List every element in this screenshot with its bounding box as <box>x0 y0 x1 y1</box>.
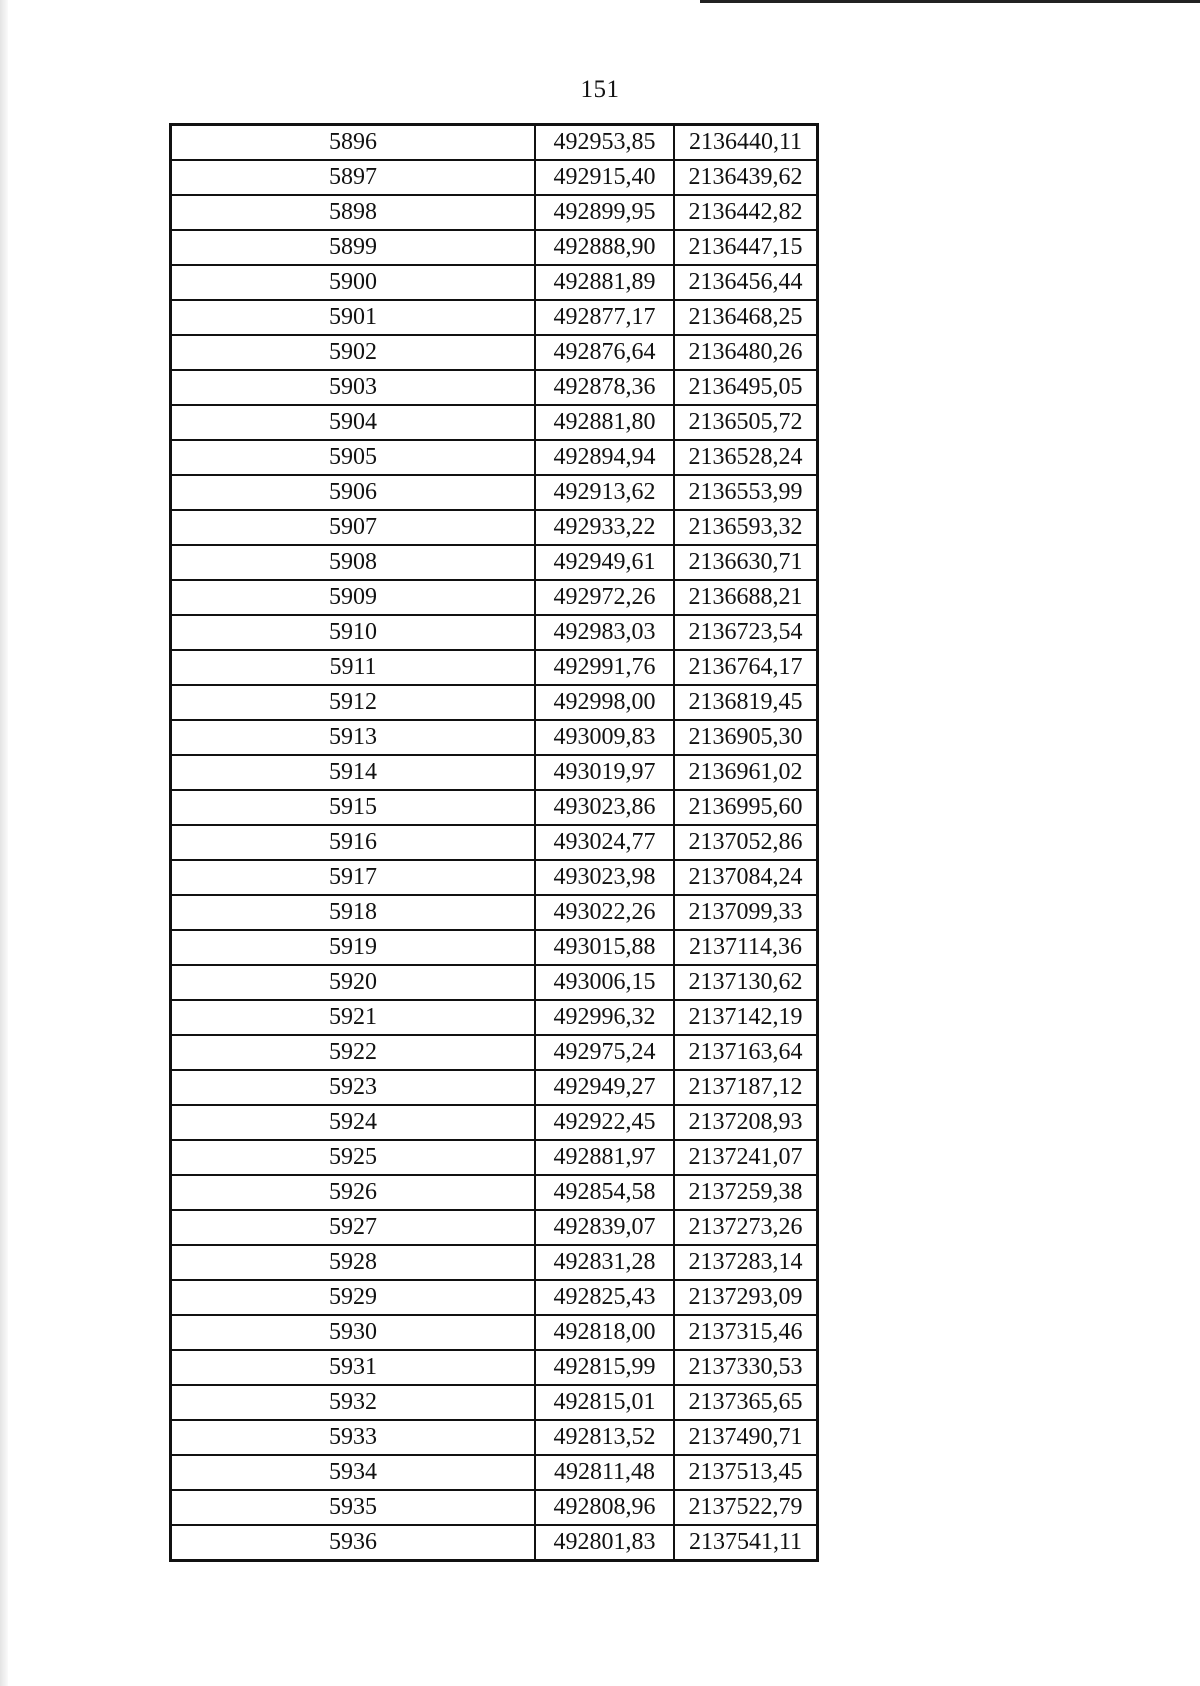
point-number-cell: 5925 <box>171 1140 536 1175</box>
point-number-cell: 5923 <box>171 1070 536 1105</box>
x-coordinate-cell: 492972,26 <box>535 580 674 615</box>
table-row <box>171 1420 818 1455</box>
y-coordinate-cell: 2136764,17 <box>674 650 818 685</box>
table-row <box>171 1525 818 1561</box>
y-coordinate-cell: 2137099,33 <box>674 895 818 930</box>
y-coordinate-cell: 2136553,99 <box>674 475 818 510</box>
point-number-cell: 5921 <box>171 1000 536 1035</box>
x-coordinate-cell: 492808,96 <box>535 1490 674 1525</box>
point-number-cell: 5909 <box>171 580 536 615</box>
point-number-cell: 5916 <box>171 825 536 860</box>
point-number-cell: 5928 <box>171 1245 536 1280</box>
table-row <box>171 1455 818 1490</box>
table-row <box>171 475 818 510</box>
x-coordinate-cell: 492854,58 <box>535 1175 674 1210</box>
x-coordinate-cell: 492877,17 <box>535 300 674 335</box>
coordinates-table <box>169 123 819 1562</box>
table-row <box>171 335 818 370</box>
point-number-cell: 5927 <box>171 1210 536 1245</box>
point-number-cell: 5913 <box>171 720 536 755</box>
point-number-cell: 5920 <box>171 965 536 1000</box>
point-number-cell: 5911 <box>171 650 536 685</box>
y-coordinate-cell: 2137208,93 <box>674 1105 818 1140</box>
x-coordinate-cell: 492813,52 <box>535 1420 674 1455</box>
point-number-cell: 5930 <box>171 1315 536 1350</box>
table-row <box>171 440 818 475</box>
x-coordinate-cell: 492953,85 <box>535 125 674 161</box>
y-coordinate-cell: 2136723,54 <box>674 615 818 650</box>
y-coordinate-cell: 2137273,26 <box>674 1210 818 1245</box>
x-coordinate-cell: 492933,22 <box>535 510 674 545</box>
y-coordinate-cell: 2136593,32 <box>674 510 818 545</box>
y-coordinate-cell: 2136630,71 <box>674 545 818 580</box>
point-number-cell: 5917 <box>171 860 536 895</box>
x-coordinate-cell: 492801,83 <box>535 1525 674 1561</box>
point-number-cell: 5896 <box>171 125 536 161</box>
table-row <box>171 615 818 650</box>
y-coordinate-cell: 2136688,21 <box>674 580 818 615</box>
table-row <box>171 965 818 1000</box>
table-row <box>171 825 818 860</box>
table-row <box>171 370 818 405</box>
table-row <box>171 1210 818 1245</box>
y-coordinate-cell: 2137130,62 <box>674 965 818 1000</box>
x-coordinate-cell: 492881,89 <box>535 265 674 300</box>
x-coordinate-cell: 493006,15 <box>535 965 674 1000</box>
x-coordinate-cell: 492888,90 <box>535 230 674 265</box>
table-row <box>171 790 818 825</box>
x-coordinate-cell: 493024,77 <box>535 825 674 860</box>
y-coordinate-cell: 2136480,26 <box>674 335 818 370</box>
point-number-cell: 5897 <box>171 160 536 195</box>
table-row <box>171 230 818 265</box>
table-row <box>171 1245 818 1280</box>
table-row <box>171 1350 818 1385</box>
y-coordinate-cell: 2137541,11 <box>674 1525 818 1561</box>
y-coordinate-cell: 2137114,36 <box>674 930 818 965</box>
point-number-cell: 5908 <box>171 545 536 580</box>
x-coordinate-cell: 492975,24 <box>535 1035 674 1070</box>
y-coordinate-cell: 2137293,09 <box>674 1280 818 1315</box>
y-coordinate-cell: 2136442,82 <box>674 195 818 230</box>
point-number-cell: 5907 <box>171 510 536 545</box>
y-coordinate-cell: 2137052,86 <box>674 825 818 860</box>
point-number-cell: 5926 <box>171 1175 536 1210</box>
point-number-cell: 5906 <box>171 475 536 510</box>
table-row <box>171 1280 818 1315</box>
table-row <box>171 195 818 230</box>
table-row <box>171 895 818 930</box>
y-coordinate-cell: 2137330,53 <box>674 1350 818 1385</box>
point-number-cell: 5919 <box>171 930 536 965</box>
y-coordinate-cell: 2137259,38 <box>674 1175 818 1210</box>
y-coordinate-cell: 2137490,71 <box>674 1420 818 1455</box>
point-number-cell: 5934 <box>171 1455 536 1490</box>
y-coordinate-cell: 2137365,65 <box>674 1385 818 1420</box>
y-coordinate-cell: 2136819,45 <box>674 685 818 720</box>
x-coordinate-cell: 492881,97 <box>535 1140 674 1175</box>
y-coordinate-cell: 2136440,11 <box>674 125 818 161</box>
table-row <box>171 125 818 161</box>
y-coordinate-cell: 2136961,02 <box>674 755 818 790</box>
coordinates-table-body <box>171 125 818 1561</box>
table-row <box>171 1140 818 1175</box>
page-number: 151 <box>580 76 620 103</box>
table-row <box>171 1385 818 1420</box>
y-coordinate-cell: 2136456,44 <box>674 265 818 300</box>
point-number-cell: 5932 <box>171 1385 536 1420</box>
table-row <box>171 685 818 720</box>
table-row <box>171 860 818 895</box>
table-row <box>171 545 818 580</box>
table-row <box>171 1315 818 1350</box>
y-coordinate-cell: 2136468,25 <box>674 300 818 335</box>
x-coordinate-cell: 492811,48 <box>535 1455 674 1490</box>
table-row <box>171 1035 818 1070</box>
point-number-cell: 5910 <box>171 615 536 650</box>
table-row <box>171 405 818 440</box>
table-row <box>171 755 818 790</box>
point-number-cell: 5899 <box>171 230 536 265</box>
y-coordinate-cell: 2136447,15 <box>674 230 818 265</box>
y-coordinate-cell: 2136995,60 <box>674 790 818 825</box>
x-coordinate-cell: 492894,94 <box>535 440 674 475</box>
x-coordinate-cell: 492949,61 <box>535 545 674 580</box>
y-coordinate-cell: 2136528,24 <box>674 440 818 475</box>
table-row <box>171 720 818 755</box>
y-coordinate-cell: 2137142,19 <box>674 1000 818 1035</box>
y-coordinate-cell: 2137283,14 <box>674 1245 818 1280</box>
x-coordinate-cell: 493015,88 <box>535 930 674 965</box>
y-coordinate-cell: 2137187,12 <box>674 1070 818 1105</box>
y-coordinate-cell: 2137241,07 <box>674 1140 818 1175</box>
x-coordinate-cell: 493022,26 <box>535 895 674 930</box>
table-row <box>171 1070 818 1105</box>
top-rule-line <box>700 0 1200 3</box>
x-coordinate-cell: 492815,01 <box>535 1385 674 1420</box>
x-coordinate-cell: 493009,83 <box>535 720 674 755</box>
point-number-cell: 5915 <box>171 790 536 825</box>
point-number-cell: 5931 <box>171 1350 536 1385</box>
table-row <box>171 930 818 965</box>
x-coordinate-cell: 492831,28 <box>535 1245 674 1280</box>
x-coordinate-cell: 492998,00 <box>535 685 674 720</box>
table-row <box>171 650 818 685</box>
x-coordinate-cell: 492825,43 <box>535 1280 674 1315</box>
table-row <box>171 1000 818 1035</box>
point-number-cell: 5924 <box>171 1105 536 1140</box>
point-number-cell: 5912 <box>171 685 536 720</box>
x-coordinate-cell: 492899,95 <box>535 195 674 230</box>
table-row <box>171 160 818 195</box>
point-number-cell: 5918 <box>171 895 536 930</box>
x-coordinate-cell: 492983,03 <box>535 615 674 650</box>
point-number-cell: 5902 <box>171 335 536 370</box>
y-coordinate-cell: 2136505,72 <box>674 405 818 440</box>
point-number-cell: 5922 <box>171 1035 536 1070</box>
point-number-cell: 5901 <box>171 300 536 335</box>
y-coordinate-cell: 2137315,46 <box>674 1315 818 1350</box>
x-coordinate-cell: 493023,86 <box>535 790 674 825</box>
table-row <box>171 265 818 300</box>
point-number-cell: 5933 <box>171 1420 536 1455</box>
point-number-cell: 5904 <box>171 405 536 440</box>
point-number-cell: 5905 <box>171 440 536 475</box>
x-coordinate-cell: 492876,64 <box>535 335 674 370</box>
table-row <box>171 1490 818 1525</box>
x-coordinate-cell: 492881,80 <box>535 405 674 440</box>
x-coordinate-cell: 493023,98 <box>535 860 674 895</box>
table-row <box>171 1175 818 1210</box>
point-number-cell: 5898 <box>171 195 536 230</box>
x-coordinate-cell: 492815,99 <box>535 1350 674 1385</box>
point-number-cell: 5900 <box>171 265 536 300</box>
point-number-cell: 5903 <box>171 370 536 405</box>
x-coordinate-cell: 492839,07 <box>535 1210 674 1245</box>
y-coordinate-cell: 2137084,24 <box>674 860 818 895</box>
x-coordinate-cell: 492996,32 <box>535 1000 674 1035</box>
table-row <box>171 510 818 545</box>
point-number-cell: 5914 <box>171 755 536 790</box>
table-row <box>171 300 818 335</box>
scan-edge-shadow <box>0 0 8 1686</box>
point-number-cell: 5929 <box>171 1280 536 1315</box>
x-coordinate-cell: 492818,00 <box>535 1315 674 1350</box>
y-coordinate-cell: 2136439,62 <box>674 160 818 195</box>
y-coordinate-cell: 2137522,79 <box>674 1490 818 1525</box>
x-coordinate-cell: 492915,40 <box>535 160 674 195</box>
point-number-cell: 5935 <box>171 1490 536 1525</box>
y-coordinate-cell: 2137163,64 <box>674 1035 818 1070</box>
y-coordinate-cell: 2137513,45 <box>674 1455 818 1490</box>
x-coordinate-cell: 492878,36 <box>535 370 674 405</box>
table-row <box>171 1105 818 1140</box>
x-coordinate-cell: 492991,76 <box>535 650 674 685</box>
x-coordinate-cell: 492913,62 <box>535 475 674 510</box>
y-coordinate-cell: 2136905,30 <box>674 720 818 755</box>
x-coordinate-cell: 492922,45 <box>535 1105 674 1140</box>
table-row <box>171 580 818 615</box>
y-coordinate-cell: 2136495,05 <box>674 370 818 405</box>
x-coordinate-cell: 492949,27 <box>535 1070 674 1105</box>
x-coordinate-cell: 493019,97 <box>535 755 674 790</box>
point-number-cell: 5936 <box>171 1525 536 1561</box>
